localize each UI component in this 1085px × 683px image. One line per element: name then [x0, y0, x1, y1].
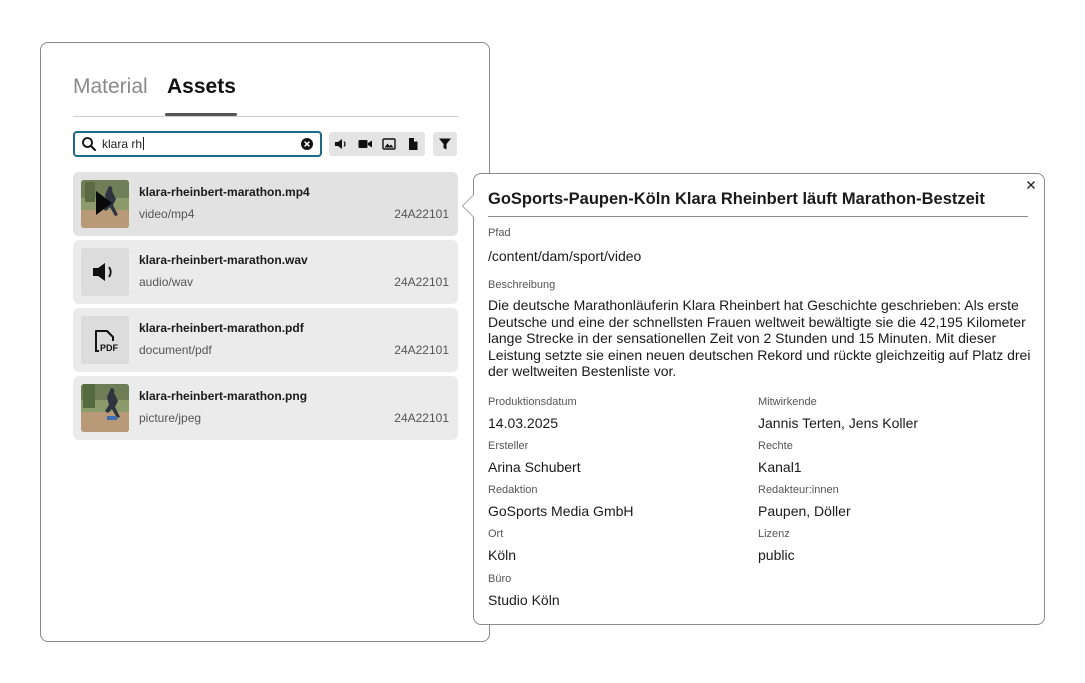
- asset-name: klara-rheinbert-marathon.pdf: [139, 321, 304, 335]
- media-type-filters: [329, 132, 425, 156]
- document-icon[interactable]: [405, 136, 421, 152]
- produktionsdatum-value: 14.03.2025: [488, 415, 559, 431]
- buero-label: Büro: [488, 573, 512, 585]
- image-thumbnail: [81, 384, 129, 432]
- asset-type: document/pdf: [139, 343, 212, 357]
- mitwirkende-label: Mitwirkende: [758, 396, 817, 408]
- asset-name: klara-rheinbert-marathon.mp4: [139, 185, 310, 199]
- audio-icon[interactable]: [333, 136, 349, 152]
- path-value: /content/dam/sport/video: [488, 248, 642, 264]
- pdf-thumbnail: [81, 316, 129, 364]
- active-tab-indicator: [165, 113, 237, 116]
- ersteller-value: Arina Schubert: [488, 459, 581, 475]
- filter-funnel-icon: [437, 136, 453, 152]
- redaktion-value: GoSports Media GmbH: [488, 503, 634, 519]
- svg-text:PDF: PDF: [100, 343, 118, 353]
- ort-label: Ort: [488, 528, 504, 540]
- asset-type: video/mp4: [139, 207, 195, 221]
- redakteure-value: Paupen, Döller: [758, 503, 851, 519]
- lizenz-value: public: [758, 547, 795, 563]
- search-icon: [81, 136, 97, 152]
- image-icon[interactable]: [381, 136, 397, 152]
- produktionsdatum-label: Produktionsdatum: [488, 396, 577, 408]
- ort-value: Köln: [488, 547, 517, 563]
- rechte-value: Kanal1: [758, 459, 802, 475]
- asset-list: [73, 172, 458, 444]
- asset-name: klara-rheinbert-marathon.png: [139, 389, 308, 403]
- lizenz-label: Lizenz: [758, 528, 790, 540]
- rechte-label: Rechte: [758, 440, 793, 452]
- description-label: Beschreibung: [488, 279, 556, 291]
- tab-material[interactable]: Material: [73, 75, 148, 98]
- asset-name: klara-rheinbert-marathon.wav: [139, 253, 308, 267]
- search-value: klara rh: [102, 137, 143, 151]
- pdf-icon: [81, 316, 129, 364]
- asset-id: 24A22101: [394, 411, 449, 425]
- asset-detail-popover: [473, 173, 1045, 625]
- asset-type: audio/wav: [139, 275, 194, 289]
- asset-item-mp4[interactable]: [73, 172, 458, 236]
- popover-arrow: [462, 194, 474, 218]
- filter-button[interactable]: [433, 132, 457, 156]
- asset-item-png[interactable]: [73, 376, 458, 440]
- video-icon[interactable]: [357, 136, 373, 152]
- redakteure-label: Redakteur:innen: [758, 484, 839, 496]
- description-text: Die deutsche Marathonläuferin Klara Rheinbert hat Geschichte geschrieben: Als erste Deutsche und eine der schnellsten Frauen weltweit bewältigte sie die 42,195 Kilometer lange Strecke in der sensationellen Zeit von 2 Stunden und 15 Minuten. Mit dieser Leistung setzte sie einen neuen deutschen Rekord und rückte gleichzeitig auf Platz drei der weltweiten Bestenliste vor.: [488, 297, 1031, 380]
- video-thumbnail: [81, 180, 129, 228]
- path-label: Pfad: [488, 227, 511, 239]
- tab-assets[interactable]: Assets: [167, 75, 236, 98]
- search-input[interactable]: [73, 131, 322, 157]
- asset-item-wav[interactable]: [73, 240, 458, 304]
- text-caret: [143, 137, 144, 150]
- detail-title: GoSports-Paupen-Köln Klara Rheinbert läuft Marathon-Bestzeit: [488, 190, 1028, 217]
- audio-thumbnail: [81, 248, 129, 296]
- asset-type: picture/jpeg: [139, 411, 202, 425]
- asset-panel: [40, 42, 490, 642]
- asset-id: 24A22101: [394, 207, 449, 221]
- asset-id: 24A22101: [394, 343, 449, 357]
- clear-circle-icon[interactable]: [300, 137, 314, 151]
- tab-bar: [73, 73, 458, 117]
- asset-id: 24A22101: [394, 275, 449, 289]
- buero-value: Studio Köln: [488, 592, 560, 608]
- audio-icon: [81, 248, 129, 296]
- asset-item-pdf[interactable]: [73, 308, 458, 372]
- ersteller-label: Ersteller: [488, 440, 529, 452]
- mitwirkende-value: Jannis Terten, Jens Koller: [758, 415, 919, 431]
- redaktion-label: Redaktion: [488, 484, 538, 496]
